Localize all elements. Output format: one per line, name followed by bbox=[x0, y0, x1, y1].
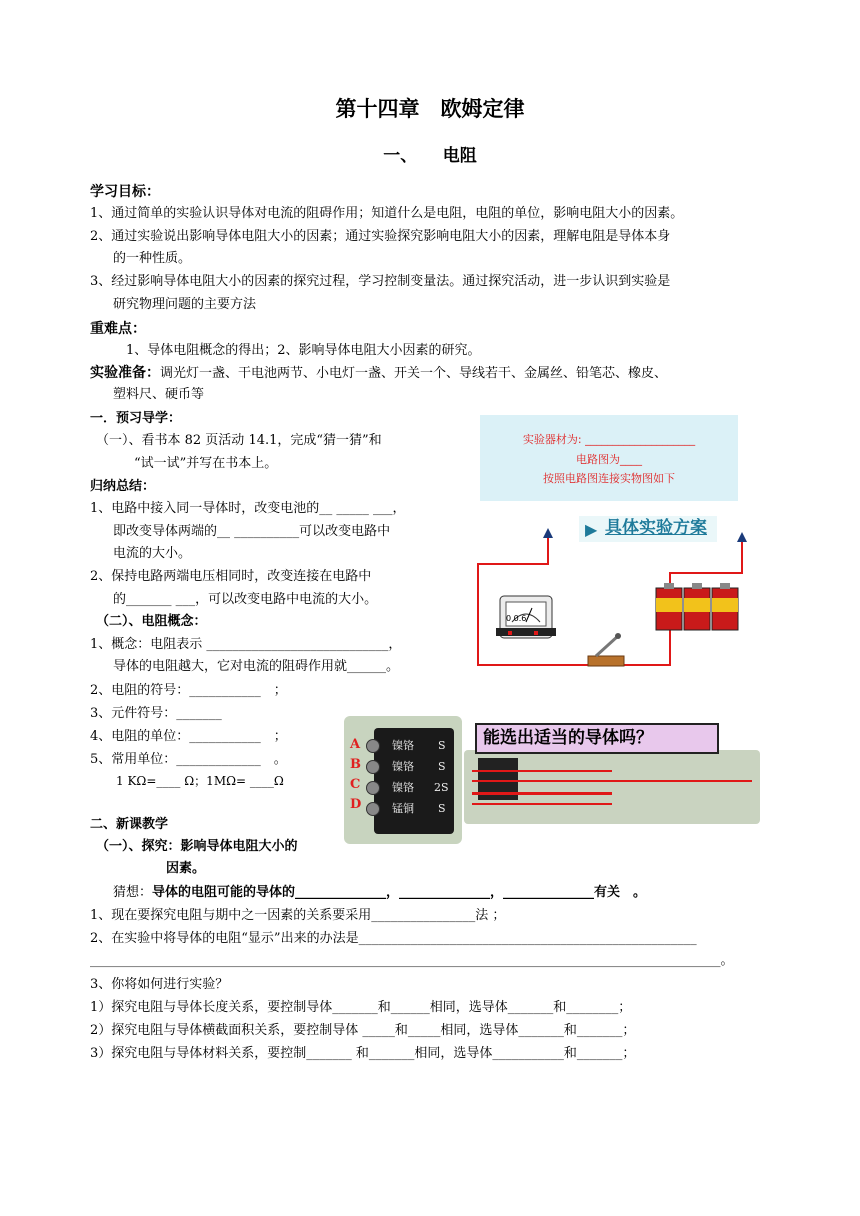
question-3: 3、你将如何进行实验？ bbox=[90, 977, 229, 992]
concept-line: 1、概念：电阻表示 ____________________________， bbox=[90, 637, 402, 652]
prep-heading: 实验准备： bbox=[90, 365, 160, 381]
goals-heading: 学习目标： bbox=[90, 184, 160, 200]
board-letter: D bbox=[350, 797, 362, 812]
board-size: 2S bbox=[434, 781, 449, 794]
meter-scale: 0 0.6 bbox=[506, 614, 527, 623]
knife-switch bbox=[588, 633, 624, 666]
board-letter: C bbox=[350, 777, 361, 792]
box-line: 按照电路图连接实物图如下 bbox=[543, 472, 675, 485]
concept-line: 5、常用单位：_____________ 。 bbox=[90, 752, 287, 767]
select-banner-text: 能选出适当的导体吗？ bbox=[483, 728, 653, 748]
summary-line: 1、电路中接入同一导体时，改变电池的__ _____ ___， bbox=[90, 501, 406, 516]
equipment-box bbox=[480, 415, 738, 501]
board-label: 锰铜 bbox=[392, 802, 414, 815]
explore-line: 因素。 bbox=[166, 861, 206, 876]
play-icon: ▶ bbox=[585, 520, 598, 539]
goal-line: 1、通过简单的实验认识导体对电流的阻碍作用；知道什么是电阻，电阻的单位，影响电阻大小的因素。 bbox=[90, 206, 684, 221]
goal-line: 2、通过实验说出影响导体电阻大小的因素；通过实验探究影响电阻大小的因素，理解电阻是导体本身 bbox=[90, 229, 671, 244]
board-label: 镍铬 bbox=[392, 760, 414, 773]
question-3-3: 3）探究电阻与导体材料关系，要控制_______ 和_______相同，选导体___________和_______； bbox=[90, 1046, 636, 1061]
preview-line: （一）、看书本 82 页活动 14.1，完成“猜一猜”和 bbox=[96, 433, 382, 448]
battery-icon bbox=[684, 583, 710, 630]
terminal-knob bbox=[366, 781, 380, 795]
summary-line: 电流的大小。 bbox=[113, 546, 192, 561]
question-3-1: 1）探究电阻与导体长度关系，要控制导体_______和______相同，选导体_______和________； bbox=[90, 1000, 632, 1015]
arrow-up-icon bbox=[737, 532, 747, 542]
board-size: S bbox=[438, 802, 446, 815]
key-text: 1、导体电阻概念的得出；2、影响导体电阻大小因素的研究。 bbox=[126, 343, 481, 358]
terminal-knob bbox=[366, 760, 380, 774]
concept-line: 3、元件符号：_______ bbox=[90, 706, 222, 721]
goal-line: 研究物理问题的主要方法 bbox=[113, 297, 257, 312]
plan-link-label[interactable]: 具体实验方案 bbox=[605, 518, 707, 538]
question-1: 1、现在要探究电阻与期中之一因素的关系要采用________________法 ； bbox=[90, 908, 506, 923]
section-title: 一、 电阻 bbox=[383, 146, 477, 166]
summary-line: 的_______ ___，可以改变电路中电流的大小。 bbox=[113, 592, 378, 607]
wire-b bbox=[472, 780, 752, 782]
concept-line: 导体的电阻越大，它对电流的阻碍作用就______。 bbox=[113, 659, 400, 674]
question-2: 2、在实验中将导体的电阻“显示”出来的办法是____________________________________________________ bbox=[90, 931, 697, 946]
board-label: 镍铬 bbox=[392, 739, 414, 752]
terminal-knob bbox=[366, 739, 380, 753]
prep-text: 调光灯一盏、干电池两节、小电灯一盏、开关一个、导线若干、金属丝、铅笔芯、橡皮、 bbox=[160, 366, 668, 381]
wire-a bbox=[472, 770, 612, 772]
preview-line: “试一试”并写在书本上。 bbox=[134, 456, 278, 471]
summary-line: 即改变导体两端的__ __________可以改变电路中 bbox=[113, 524, 391, 539]
conductor-board-photo bbox=[464, 750, 760, 824]
goal-line: 的一种性质。 bbox=[113, 251, 192, 266]
board-label: 镍铬 bbox=[392, 781, 414, 794]
prep-text-2: 塑料尺、硬币等 bbox=[113, 387, 205, 402]
board-letter: B bbox=[350, 757, 361, 772]
page-title: 第十四章 欧姆定律 bbox=[335, 97, 525, 121]
goal-line: 3、经过影响导体电阻大小的因素的探究过程，学习控制变量法。通过探究活动，进一步认识到实验是 bbox=[90, 274, 671, 289]
wire-d bbox=[472, 803, 612, 805]
arrow-up-icon bbox=[543, 528, 553, 538]
battery-icon bbox=[656, 583, 682, 630]
concept-line: 2、电阻的符号：___________ ； bbox=[90, 683, 287, 698]
select-banner bbox=[475, 723, 719, 754]
question-2-line: _________________________________________________________________________________________________。 bbox=[90, 953, 734, 968]
preview-heading: 一．预习导学： bbox=[90, 411, 182, 426]
board-letter: A bbox=[350, 737, 361, 752]
guess-text: 导体的电阻可能的导体的______________，______________，______________有关 。 bbox=[152, 885, 647, 900]
summary-heading: 归纳总结： bbox=[90, 479, 156, 494]
concept-line: 1 KΩ=____ Ω；1MΩ= ____Ω bbox=[116, 774, 284, 788]
box-line: 实验器材为: ____________________ bbox=[522, 433, 696, 446]
board-size: S bbox=[438, 760, 446, 773]
explore-line: （一）、探究：影响导体电阻大小的 bbox=[96, 839, 298, 854]
guess-line bbox=[113, 884, 646, 902]
concept-line: 4、电阻的单位：___________ ； bbox=[90, 729, 287, 744]
question-3-2: 2）探究电阻与导体横截面积关系，要控制导体 _____和_____相同，选导体_______和_______； bbox=[90, 1023, 636, 1038]
terminal-knob bbox=[366, 802, 380, 816]
battery-icon bbox=[712, 583, 738, 630]
concept-heading: （二）、电阻概念： bbox=[96, 614, 207, 629]
box-line: 电路图为____ bbox=[576, 453, 642, 466]
teach-heading: 二、新课教学 bbox=[90, 817, 169, 832]
summary-line: 2、保持电路两端电压相同时，改变连接在电路中 bbox=[90, 569, 372, 584]
guess-label: 猜想： bbox=[113, 885, 153, 900]
board-size: S bbox=[438, 739, 446, 752]
prep-line bbox=[90, 364, 667, 383]
key-heading: 重难点： bbox=[90, 321, 146, 337]
wire-c bbox=[472, 792, 612, 795]
